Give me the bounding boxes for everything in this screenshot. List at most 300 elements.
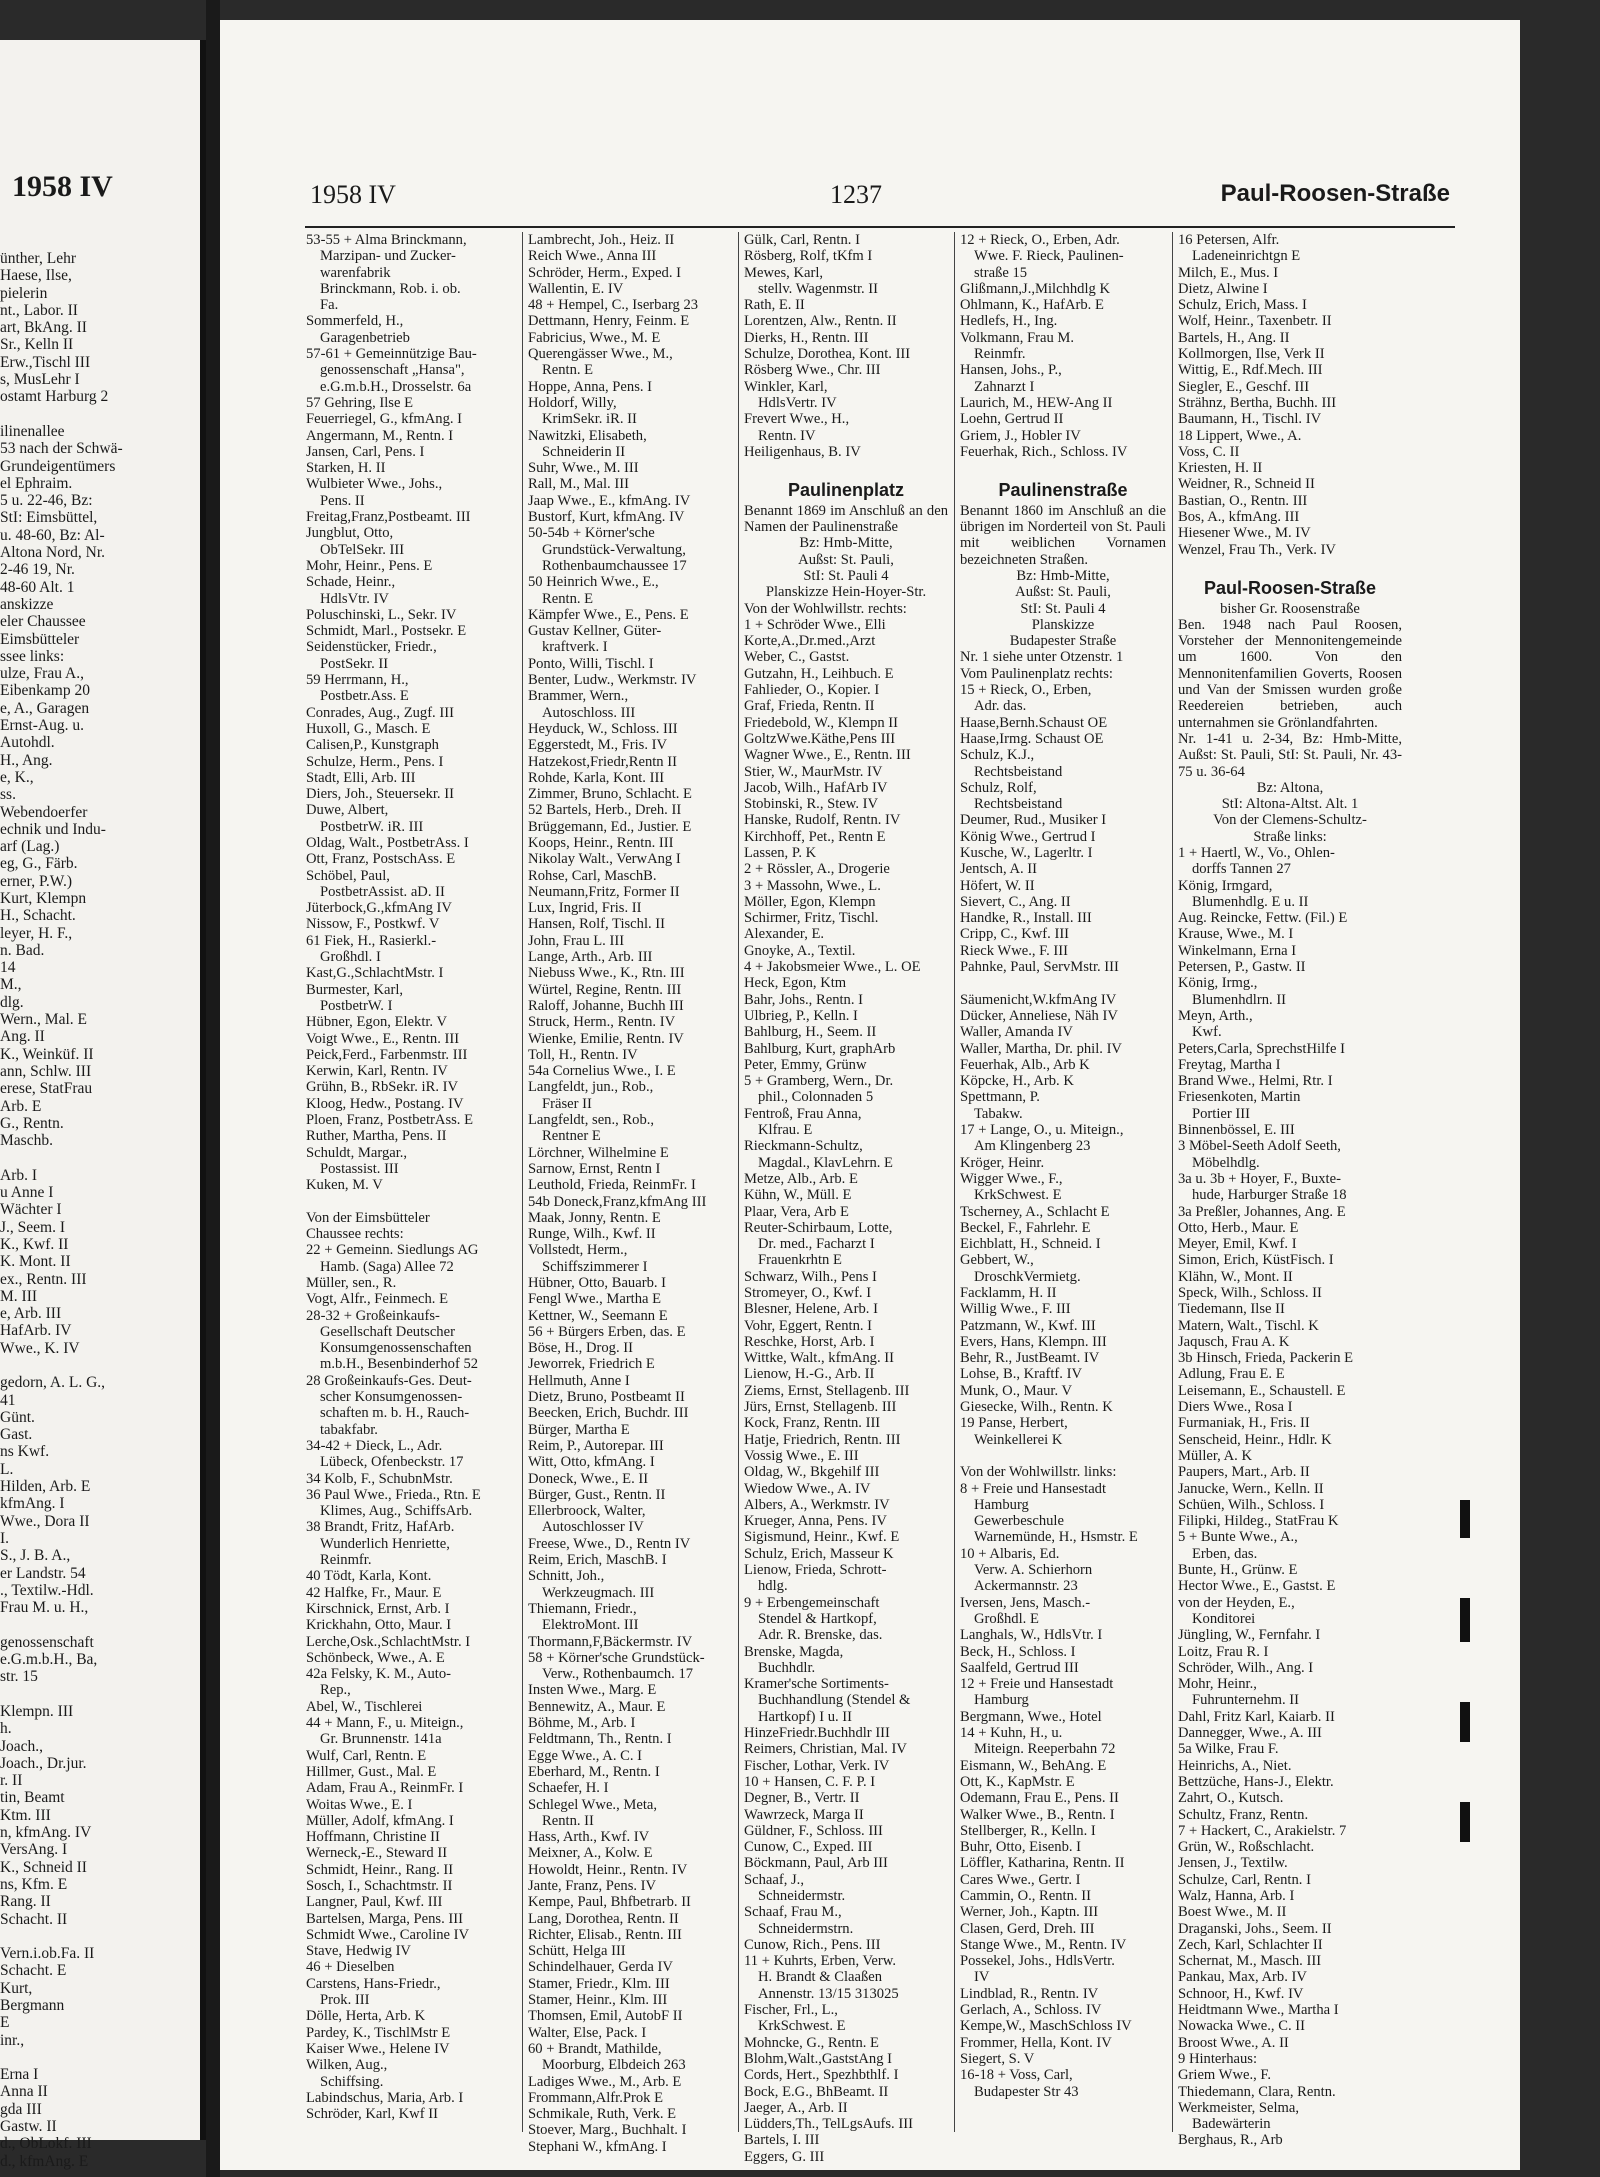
resident-entry: Eichblatt, H., Schneid. I xyxy=(960,1236,1101,1253)
resident-entry-continuation: Buchhandlung (Stendel & xyxy=(758,1692,911,1709)
resident-entry: Blohm,Walt.,GaststAng I xyxy=(744,2050,892,2067)
resident-entry-continuation: Wwe. F. Rieck, Paulinen- xyxy=(974,248,1124,265)
left-page-line: K., Schneid II xyxy=(0,1858,87,1876)
resident-entry-continuation: ObTelSekr. III xyxy=(320,541,405,558)
resident-entry: Schlegel Wwe., Meta, xyxy=(528,1796,658,1813)
resident-entry: Stromeyer, O., Kwf. I xyxy=(744,1285,872,1301)
resident-entry: Bahr, Johs., Rentn. I xyxy=(744,991,863,1008)
left-page-line: Kurt, Klempn xyxy=(0,889,87,907)
resident-entry: Ladiges Wwe., M., Arb. E xyxy=(528,2073,682,2090)
resident-entry: Furmaniak, H., Fris. II xyxy=(1178,1415,1310,1432)
left-page-line: ., Textilw.-Hdl. xyxy=(0,1581,94,1599)
resident-entry: Thiemann, Friedr., xyxy=(528,1600,637,1617)
resident-entry-continuation: Erben, das. xyxy=(1192,1545,1258,1562)
resident-entry: Wilken, Aug., xyxy=(306,2057,388,2074)
resident-entry xyxy=(306,1194,516,1210)
resident-entry: Huxoll, G., Masch. E xyxy=(306,720,431,737)
resident-entry-continuation: Konditorei xyxy=(1192,1610,1256,1627)
resident-entry: Heyduck, W., Schloss. III xyxy=(528,720,678,737)
resident-entry: Feuerhak, Alb., Arb K xyxy=(960,1056,1090,1073)
resident-entry: Pardey, K., TischlMstr E xyxy=(306,2024,451,2041)
resident-entry: Clasen, Gerd, Dreh. III xyxy=(960,1920,1095,1937)
resident-entry: Ott, Franz, PostschAss. E xyxy=(306,851,456,868)
resident-entry: Maak, Jonny, Rentn. E xyxy=(528,1209,661,1226)
left-page-line: Joach., Dr.jur. xyxy=(0,1754,87,1772)
resident-entry-continuation: Postbetr.Ass. E xyxy=(320,688,409,705)
resident-entry-continuation: KrkSchwest. E xyxy=(758,2018,846,2035)
resident-entry: Milch, E., Mus. I xyxy=(1178,264,1279,281)
resident-entry-continuation: PostbetrW. iR. III xyxy=(320,818,424,835)
resident-entry: HinzeFriedr.Buchhdlr III xyxy=(744,1725,890,1742)
resident-entry: Langfeldt, sen., Rob., xyxy=(528,1112,655,1129)
resident-entry: Chaussee rechts: xyxy=(306,1226,404,1243)
resident-entry: Stadt, Elli, Arb. III xyxy=(306,769,416,786)
left-page-line: e, K., xyxy=(0,768,34,786)
left-page-line: VersAng. I xyxy=(0,1841,68,1859)
resident-entry-continuation: genossenschaft „Hansa", xyxy=(320,362,465,379)
resident-entry-continuation: Blumenhdlrn. II xyxy=(1192,991,1287,1008)
resident-entry: Wigger Wwe., F., xyxy=(960,1170,1063,1187)
resident-entry: Hatzekost,Friedr,Rentn II xyxy=(528,753,677,770)
resident-entry-continuation: scher Konsumgenossen- xyxy=(320,1389,463,1406)
resident-entry: Siegert, S. V xyxy=(960,2050,1035,2067)
street-history-note: Benannt 1860 im Anschluß an die übrigen im Norderteil von St. Pauli mit weiblichen Vornamen bezeichneten Straßen. xyxy=(960,502,1166,568)
resident-entry: Gnoyke, A., Textil. xyxy=(744,942,856,959)
left-page-line: el Ephraim. xyxy=(0,474,73,492)
resident-entry-continuation: straße 15 xyxy=(974,264,1028,281)
resident-entry: Kloog, Hedw., Postang. IV xyxy=(306,1095,464,1112)
resident-entry: Bahlburg, Kurt, graphArb xyxy=(744,1040,896,1057)
resident-entry: Matern, Walt., Tischl. K xyxy=(1178,1317,1319,1334)
resident-entry: Lux, Ingrid, Fris. II xyxy=(528,900,642,917)
street-history-note: Benannt 1869 im Anschluß an den Namen der Paulinenstraße xyxy=(744,502,948,536)
resident-entry: Frommer, Hella, Kont. IV xyxy=(960,2034,1112,2051)
resident-entry: Graf, Frieda, Rentn. II xyxy=(744,698,875,715)
resident-entry: Gülk, Carl, Rentn. I xyxy=(744,232,860,248)
resident-entry: Reimers, Christian, Mal. IV xyxy=(744,1741,907,1758)
resident-entry: Schütt, Helga III xyxy=(528,1943,626,1960)
resident-entry: Bürger, Gust., Rentn. II xyxy=(528,1486,666,1503)
resident-entry-continuation: dorffs Tannen 27 xyxy=(1192,861,1291,878)
resident-entry: Aug. Reincke, Fettw. (Fil.) E xyxy=(1178,910,1348,927)
left-page-line: genossenschaft xyxy=(0,1633,94,1651)
resident-entry: Abel, W., Tischlerei xyxy=(306,1698,423,1715)
resident-entry-continuation: Gesellschaft Deutscher xyxy=(320,1323,455,1340)
resident-entry: Fahlieder, O., Kopier. I xyxy=(744,682,880,699)
resident-entry: Reim, Erich, MaschB. I xyxy=(528,1552,667,1569)
resident-entry: Reschke, Horst, Arb. I xyxy=(744,1333,875,1350)
resident-entry: Buhr, Otto, Eisenb. I xyxy=(960,1839,1082,1856)
resident-entry: 57 Gehring, Ilse E xyxy=(306,394,413,411)
resident-entry: Leisemann, E., Schaustell. E xyxy=(1178,1382,1346,1399)
resident-entry: 44 + Mann, F., u. Miteign., xyxy=(306,1715,464,1732)
resident-entry: Ellerbroock, Walter, xyxy=(528,1503,646,1520)
resident-entry-continuation: Rentn. II xyxy=(542,1812,594,1829)
resident-entry: Möller, Egon, Klempn xyxy=(744,893,876,910)
resident-entry: Hanske, Rudolf, Rentn. IV xyxy=(744,812,901,829)
resident-entry: Jaeger, A., Arb. II xyxy=(744,2099,848,2116)
resident-entry: Dierks, H., Rentn. III xyxy=(744,329,869,346)
resident-entry: von der Heyden, E., xyxy=(1178,1594,1295,1611)
resident-entry: Hedlefs, H., Ing. xyxy=(960,313,1058,330)
resident-entry: Waller, Martha, Dr. phil. IV xyxy=(960,1040,1122,1057)
resident-entry: Heiligenhaus, B. IV xyxy=(744,443,861,460)
resident-entry: Kaiser Wwe., Helene IV xyxy=(306,2040,450,2057)
street-heading: Paulinenplatz xyxy=(787,480,904,501)
resident-entry: Vogt, Alfr., Feinmech. E xyxy=(306,1291,449,1308)
resident-entry: Kettner, W., Seemann E xyxy=(528,1307,668,1324)
resident-entry: Jürs, Ernst, Stellagenb. III xyxy=(744,1399,897,1416)
resident-entry: Zahrt, O., Kutsch. xyxy=(1178,1790,1284,1807)
left-page-line: inr., xyxy=(0,2031,25,2049)
resident-entry: Brüggemann, Ed., Justier. E xyxy=(528,818,692,835)
resident-entry: Cripp, C., Kwf. III xyxy=(960,926,1070,943)
resident-entry: Stange Wwe., M., Rentn. IV xyxy=(960,1936,1127,1953)
resident-entry: Schröder, Herm., Exped. I xyxy=(528,264,682,281)
left-page-line: Ktm. III xyxy=(0,1806,51,1824)
resident-entry: Suhr, Wwe., M. III xyxy=(528,460,639,477)
resident-entry-continuation: Schneiderin II xyxy=(542,443,626,460)
left-page-line: ex., Rentn. III xyxy=(0,1270,87,1288)
resident-entry: Winkelmann, Erna I xyxy=(1178,942,1297,959)
resident-entry: 1 + Schröder Wwe., Elli xyxy=(744,616,886,633)
left-page-line: str. 15 xyxy=(0,1668,38,1686)
column-5 xyxy=(1174,232,1406,2147)
left-page-line: ulze, Frau A., xyxy=(0,665,84,683)
left-page-line: Gastw. II xyxy=(0,2118,57,2136)
resident-entry: Rösberg Wwe., Chr. III xyxy=(744,362,881,379)
left-page-line: K. Mont. II xyxy=(0,1253,71,1271)
resident-entry: Kempe, Paul, Bhfbetrarb. II xyxy=(528,1894,691,1911)
resident-entry: Loitz, Frau R. I xyxy=(1178,1643,1269,1660)
resident-entry-continuation: Am Klingenberg 23 xyxy=(974,1138,1091,1155)
resident-entry-continuation: Badewärterin xyxy=(1192,2116,1271,2133)
resident-entry xyxy=(960,1448,1166,1464)
district-info-line: Planskizze xyxy=(1031,616,1095,633)
resident-entry: Hass, Arth., Kwf. IV xyxy=(528,1829,650,1846)
resident-entry: Janucke, Wern., Kelln. II xyxy=(1178,1480,1324,1497)
resident-entry: Güldner, F., Schloss. III xyxy=(744,1822,883,1839)
resident-entry: Stephani W., kfmAng. I xyxy=(528,2138,667,2155)
resident-entry: Odemann, Frau E., Pens. II xyxy=(960,1790,1119,1807)
resident-entry-continuation: Moorburg, Elbdeich 263 xyxy=(542,2057,686,2074)
resident-entry: Mewes, Karl, xyxy=(744,264,824,281)
resident-entry: Ohlmann, K., HafArb. E xyxy=(960,297,1104,314)
left-page-line: pielerin xyxy=(0,284,48,302)
resident-entry: 5 + Gramberg, Wern., Dr. xyxy=(744,1073,894,1090)
left-page-line: E xyxy=(0,2014,10,2032)
left-page-line: Haese, Ilse, xyxy=(0,267,72,285)
left-page-line xyxy=(0,406,194,423)
resident-entry: Jüngling, W., Fernfahr. I xyxy=(1178,1627,1321,1644)
resident-entry: 2 + Rössler, A., Drogerie xyxy=(744,861,890,878)
left-page-line: ns, Kfm. E xyxy=(0,1875,68,1893)
resident-entry: Kuken, M. V xyxy=(306,1177,383,1194)
resident-entry: Bos, A., kfmAng. III xyxy=(1178,509,1300,526)
resident-entry: Facklamm, H. II xyxy=(960,1285,1057,1301)
resident-entry: Fengl Wwe., Martha E xyxy=(528,1291,662,1308)
left-page-line: 53 nach der Schwä- xyxy=(0,440,123,458)
resident-entry-continuation: Magdal., KlavLehrn. E xyxy=(758,1154,893,1171)
resident-entry-continuation: Wunderlich Henriette, xyxy=(320,1535,450,1552)
resident-entry: Grün, W., Roßschlacht. xyxy=(1178,1839,1315,1856)
resident-entry: Burmester, Karl, xyxy=(306,981,404,998)
left-page-line: Altona Nord, Nr. xyxy=(0,544,106,562)
scan-edge-marks xyxy=(1460,1500,1472,1902)
resident-entry: Laurich, M., HEW-Ang II xyxy=(960,394,1113,411)
resident-entry-continuation: stellv. Wagenmstr. II xyxy=(758,280,879,297)
resident-entry: Feldtmann, Th., Rentn. I xyxy=(528,1731,672,1748)
resident-entry: Jante, Franz, Pens. IV xyxy=(528,1877,657,1894)
left-page-line: ssee links: xyxy=(0,647,65,665)
resident-entry: Eggers, G. III xyxy=(744,2148,825,2165)
resident-entry: Stobinski, R., Stew. IV xyxy=(744,796,879,813)
resident-entry-continuation: hdlg. xyxy=(758,1578,788,1595)
left-page-line: Kurt, xyxy=(0,1979,33,1997)
resident-entry-continuation: Zahnarzt I xyxy=(974,378,1035,395)
resident-entry: Gustav Kellner, Güter- xyxy=(528,623,662,640)
left-page-line xyxy=(0,2049,194,2066)
resident-entry: Bock, E.G., BhBeamt. II xyxy=(744,2083,889,2100)
resident-entry: Löffler, Katharina, Rentn. II xyxy=(960,1855,1125,1872)
resident-entry: Schindelhauer, Gerda IV xyxy=(528,1959,673,1976)
resident-entry: Gutzahn, H., Leihbuch. E xyxy=(744,665,894,682)
resident-entry: Brammer, Wern., xyxy=(528,688,629,705)
resident-entry-continuation: Brinckmann, Rob. i. ob. xyxy=(320,280,461,297)
resident-entry: Alexander, E. xyxy=(744,926,825,943)
resident-entry: Krickhahn, Otto, Maur. I xyxy=(306,1617,452,1634)
left-page-line: erese, StatFrau xyxy=(0,1080,93,1098)
resident-entry: Starken, H. II xyxy=(306,460,386,477)
left-page-line: gda III xyxy=(0,2100,42,2118)
left-page-line: u. 48-60, Bz: Al- xyxy=(0,526,105,544)
resident-entry: Saalfeld, Gertrud III xyxy=(960,1659,1079,1676)
resident-entry: Feuerriegel, G., kfmAng. I xyxy=(306,411,463,428)
resident-entry: Wenzel, Frau Th., Verk. IV xyxy=(1178,541,1336,558)
resident-entry: 18 Lippert, Wwe., A. xyxy=(1178,427,1302,444)
resident-entry: Vohr, Eggert, Rentn. I xyxy=(744,1317,873,1334)
resident-entry-continuation: Rechtsbeistand xyxy=(974,796,1063,813)
left-page-line: Arb. I xyxy=(0,1166,38,1184)
left-page-line: 41 xyxy=(0,1391,16,1409)
left-page-line: H., Ang. xyxy=(0,751,53,769)
resident-entry-continuation: Schiffsing. xyxy=(320,2073,384,2090)
left-page-line: Ernst-Aug. u. xyxy=(0,717,84,735)
left-page-line: Gast. xyxy=(0,1426,33,1444)
resident-entry: Witt, Otto, kfmAng. I xyxy=(528,1454,655,1471)
resident-entry: 17 + Lange, O., u. Miteign., xyxy=(960,1122,1124,1139)
page-year-volume: 1958 IV xyxy=(310,180,396,209)
resident-entry: Patzmann, W., Kwf. III xyxy=(960,1317,1096,1334)
left-page-line: Schacht. E xyxy=(0,1962,67,1980)
resident-entry: Vossig Wwe., E. III xyxy=(744,1447,859,1464)
resident-entry: Struck, Herm., Rentn. IV xyxy=(528,1014,676,1031)
resident-entry: 4 + Jakobsmeier Wwe., L. OE xyxy=(744,959,921,976)
left-page-line: Grundeigentümers xyxy=(0,457,116,475)
resident-entry-continuation: PostbetrW. I xyxy=(320,997,393,1014)
resident-entry: Boest Wwe., M. II xyxy=(1178,1904,1287,1921)
resident-entry: Calisen,P., Kunstgraph xyxy=(306,737,439,754)
resident-entry: Wulbieter Wwe., Johs., xyxy=(306,476,443,493)
left-page-line: ostamt Harburg 2 xyxy=(0,388,109,406)
resident-entry: Höfert, W. II xyxy=(960,877,1035,894)
district-info-line: Außst: St. Pauli, xyxy=(1015,584,1111,601)
resident-entry: Mohr, Heinr., Pens. E xyxy=(306,557,433,574)
resident-entry-continuation: Rothenbaumchaussee 17 xyxy=(542,557,687,574)
resident-entry: 50 Heinrich Wwe., E., xyxy=(528,574,659,591)
resident-entry-continuation: e.G.m.b.H., Drosselstr. 6a xyxy=(320,378,472,395)
resident-entry: Böhme, M., Arb. I xyxy=(528,1715,636,1732)
resident-entry: Jaqusch, Frau A. K xyxy=(1178,1333,1290,1350)
resident-entry: Meixner, A., Kolw. E xyxy=(528,1845,653,1862)
resident-entry: Reich Wwe., Anna III xyxy=(528,248,657,265)
resident-entry: Ploen, Franz, PostbetrAss. E xyxy=(306,1112,474,1129)
resident-entry: Schultz, Franz, Rentn. xyxy=(1178,1806,1309,1823)
resident-entry: 59 Herrmann, H., xyxy=(306,672,409,689)
resident-entry xyxy=(960,460,1166,476)
resident-entry-continuation: Autoschlosser IV xyxy=(542,1519,644,1536)
resident-entry-continuation: Buchhdlr. xyxy=(758,1659,816,1676)
left-page-line: kfmAng. I xyxy=(0,1495,65,1513)
column-divider xyxy=(738,232,739,2132)
resident-entry: Nawitzki, Elisabeth, xyxy=(528,427,647,444)
resident-entry: Behr, R., JustBeamt. IV xyxy=(960,1350,1100,1367)
resident-entry: Schuldt, Margar., xyxy=(306,1144,408,1161)
resident-entry: Cunow, C., Exped. III xyxy=(744,1839,873,1856)
resident-entry-continuation: Grundstück-Verwaltung, xyxy=(542,541,686,558)
resident-entry: Hansen, Rolf, Tischl. II xyxy=(528,916,666,933)
resident-entry-continuation: Ladeneinrichtgn E xyxy=(1192,248,1301,265)
left-page-line: ann, Schlw. III xyxy=(0,1062,92,1080)
left-page-line: L. xyxy=(0,1460,14,1478)
resident-entry: Woitas Wwe., E. I xyxy=(306,1796,413,1813)
left-page-line: M. III xyxy=(0,1287,38,1305)
resident-entry-continuation: Postassist. III xyxy=(320,1160,399,1177)
resident-entry: Langhals, W., HdlsVtr. I xyxy=(960,1627,1103,1644)
left-page-line: G., Rentn. xyxy=(0,1114,64,1132)
resident-entry: Holdorf, Willy, xyxy=(528,394,617,411)
left-page-line: dlg. xyxy=(0,993,24,1011)
district-info-line: StI: St. Pauli 4 xyxy=(803,567,889,584)
resident-entry: Handke, R., Install. III xyxy=(960,910,1092,927)
resident-entry: 7 + Hackert, C., Arakielstr. 7 xyxy=(1178,1822,1347,1839)
resident-entry: Schulz, K.J., xyxy=(960,747,1035,764)
resident-entry-continuation: Gewerbeschule xyxy=(974,1513,1064,1530)
resident-entry: Fischer, Frl., L., xyxy=(744,2002,838,2019)
resident-entry: Kramer'sche Sortiments- xyxy=(744,1676,889,1693)
column-divider xyxy=(522,232,523,2132)
resident-entry-continuation: Fräser II xyxy=(542,1095,592,1112)
left-page-line: tin, Beamt xyxy=(0,1789,65,1807)
resident-entry: 48 + Hempel, C., Iserbarg 23 xyxy=(528,297,699,314)
resident-entry: Heinrichs, A., Niet. xyxy=(1178,1757,1292,1774)
resident-entry: Stamer, Friedr., Klm. III xyxy=(528,1975,670,1992)
left-page-line: anskizze xyxy=(0,595,54,613)
resident-entry: Schmidt Wwe., Caroline IV xyxy=(306,1926,470,1943)
resident-entry: Ziems, Ernst, Stellagenb. III xyxy=(744,1382,910,1399)
left-page-line xyxy=(0,1928,194,1945)
left-page-line: J., Seem. I xyxy=(0,1218,66,1236)
resident-entry: 60 + Brandt, Mathilde, xyxy=(528,2040,662,2057)
resident-entry: 15 + Rieck, O., Erben, xyxy=(960,682,1092,699)
left-page-line: Wächter I xyxy=(0,1201,62,1219)
left-page-line: Arb. E xyxy=(0,1097,42,1115)
resident-entry: Rieckmann-Schultz, xyxy=(744,1138,863,1155)
resident-entry-continuation: Reinmfr. xyxy=(320,1552,372,1569)
resident-entry-continuation: Gr. Brunnenstr. 141a xyxy=(320,1731,442,1748)
left-page-line: n, kfmAng. IV xyxy=(0,1824,92,1842)
resident-entry: Bunte, H., Grünw. E xyxy=(1178,1562,1298,1579)
left-page-line: 5 u. 22-46, Bz: xyxy=(0,492,93,510)
resident-entry: Sommerfeld, H., xyxy=(306,313,404,330)
resident-entry: Hoppe, Anna, Pens. I xyxy=(528,378,653,395)
resident-entry: Conrades, Aug., Zugf. III xyxy=(306,704,454,721)
resident-entry-continuation: Rentner E xyxy=(542,1128,601,1145)
resident-entry: Krause, Wwe., M. I xyxy=(1178,926,1294,943)
left-page-line: Frau M. u. H., xyxy=(0,1599,89,1617)
resident-entry: Rieck Wwe., F. III xyxy=(960,942,1068,959)
resident-entry: Hoffmann, Christine II xyxy=(306,1829,440,1846)
resident-entry: Reim, P., Autorepar. III xyxy=(528,1437,664,1454)
left-page-line: M., xyxy=(0,976,22,994)
resident-entry: Bartels, I. III xyxy=(744,2132,820,2149)
resident-entry: Howoldt, Heinr., Rentn. IV xyxy=(528,1861,688,1878)
resident-entry: 58 + Körner'sche Grundstück- xyxy=(528,1649,705,1666)
resident-entry: Kämpfer Wwe., E., Pens. E xyxy=(528,606,689,623)
resident-entry: Kollmorgen, Ilse, Verk II xyxy=(1178,346,1325,363)
resident-entry: Stellberger, R., Kelln. I xyxy=(960,1822,1096,1839)
resident-entry: Schröder, Wilh., Ang. I xyxy=(1178,1659,1314,1676)
resident-entry-continuation: Warnemünde, H., Hsmstr. E xyxy=(974,1529,1138,1546)
resident-entry-continuation: Adr. R. Brenske, das. xyxy=(758,1627,883,1644)
left-page-header: 1958 IV xyxy=(12,170,113,203)
resident-entry: Willig Wwe., F. III xyxy=(960,1301,1071,1318)
resident-entry: Bergmann, Wwe., Hotel xyxy=(960,1708,1102,1725)
resident-entry: Freitag,Franz,Postbeamt. III xyxy=(306,509,471,526)
district-info-line: StI: St. Pauli 4 xyxy=(1020,600,1106,617)
left-page-line: Eibenkamp 20 xyxy=(0,682,90,700)
resident-entry: Beckel, F., Fahrlehr. E xyxy=(960,1219,1091,1236)
left-page-line xyxy=(0,1686,194,1703)
column-divider xyxy=(1172,232,1173,2132)
resident-entry: 3b Hinsch, Frieda, Packerin E xyxy=(1178,1350,1354,1367)
resident-entry: 34 Kolb, F., SchubnMstr. xyxy=(306,1470,453,1487)
left-page-line: Wern., Mal. E xyxy=(0,1011,87,1029)
resident-entry: Sievert, C., Ang. II xyxy=(960,893,1071,910)
resident-entry-continuation: warenfabrik xyxy=(320,264,391,281)
left-page-line: e.G.m.b.H., Ba, xyxy=(0,1651,98,1669)
resident-entry: Runge, Wilh., Kwf. II xyxy=(528,1226,656,1243)
resident-entry: Werneck,-E., Steward II xyxy=(306,1845,448,1862)
resident-entry-continuation: DroschkVermietg. xyxy=(974,1268,1081,1285)
resident-entry: Albers, A., Werkmstr. IV xyxy=(744,1496,890,1513)
resident-entry: Pankau, Max, Arb. IV xyxy=(1178,1969,1307,1986)
resident-entry: 3a Preßler, Johannes, Ang. E xyxy=(1178,1203,1346,1220)
resident-entry: Metze, Alb., Arb. E xyxy=(744,1170,858,1187)
resident-entry: Wawrzeck, Marga II xyxy=(744,1806,864,1823)
resident-entry: Feuerhak, Rich., Schloss. IV xyxy=(960,443,1128,460)
resident-entry: Peters,Carla, SprechstHilfe I xyxy=(1178,1040,1345,1057)
resident-entry-continuation: Frauenkrhtn E xyxy=(758,1252,842,1269)
resident-entry: Filipki, Hildeg., StatFrau K xyxy=(1178,1513,1339,1530)
resident-entry: 61 Fiek, H., Rasierkl.- xyxy=(306,932,437,949)
resident-entry: Vom Paulinenplatz rechts: xyxy=(960,665,1113,682)
resident-entry: Peick,Ferd., Farbenmstr. III xyxy=(306,1046,468,1063)
resident-entry-continuation: Kwf. xyxy=(1192,1024,1222,1041)
resident-entry: 8 + Freie und Hansestadt xyxy=(960,1480,1107,1497)
resident-entry: Säumenicht,W.kfmAng IV xyxy=(960,991,1117,1008)
resident-entry: Lindblad, R., Rentn. IV xyxy=(960,1985,1099,2002)
